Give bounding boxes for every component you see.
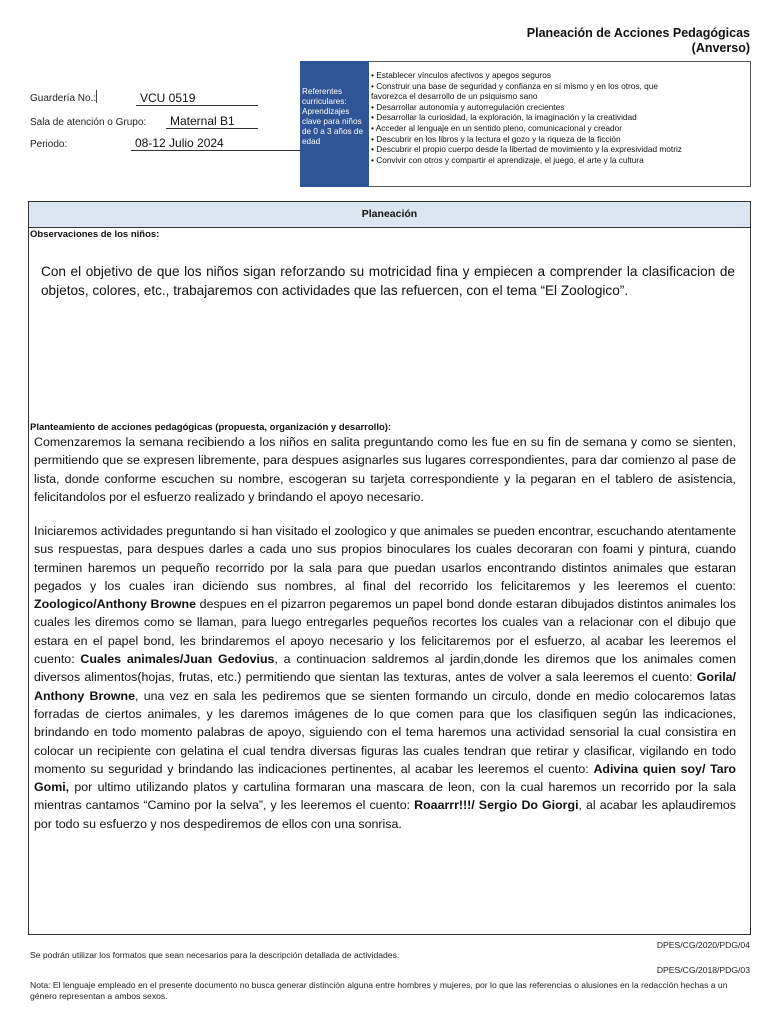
referente-item: • Desarrollar la curiosidad, la exploración, la imaginación y la creatividad <box>371 112 637 123</box>
paragraph-text: despues en el pizarron pegaremos un papel bond donde estaran dibujados distintos animales los cuales les diremos como se llaman, para luego entregarles pequeños recortes los cuales van a relacionar con el dibujo que estara en el papel bond, les brindaremos el apoyo necesario y los felicitaremos por el esfuerzo, al acabar les leeremos el cuento: <box>34 597 736 667</box>
gender-language-note: Nota: El lenguaje empleado en el presente documento no busca generar distinción alguna entre hombres y mujeres, por lo que las referencias o alusiones en la redacción hechas a un género representan a ambos sexos. <box>30 980 728 1001</box>
referentes-label: Referentes curriculares: Aprendizajes clave para niños de 0 a 3 años de edad <box>300 61 369 187</box>
observaciones-text: Con el objetivo de que los niños sigan reforzando su motricidad fina y empiecen a comprender la clasificacion de objetos, colores, etc., trabajaremos con actividades que las refuercen, con el tema “El Zoologico”. <box>41 264 735 298</box>
referentes-list <box>369 61 751 187</box>
guarderia-value: VCU 0519 <box>136 92 258 106</box>
book-title: Gorila/ Anthony Browne <box>34 670 736 703</box>
title-line-2: (Anverso) <box>691 41 750 55</box>
paragraph-text: Iniciaremos actividades preguntando si han visitado el zoologico y que animales se pueden encontrar, escuchando atentamente sus respuestas, para despues darles a cada uno sus propios binoculares los cuales decoraran con foami y pintura, cuando terminen haremos un pequeño recorrido por la sala para que puedan usarlos encontrando distintos animales que estaran pegados y los cuales iran diciendo sus nombres, al final del recorrido los felicitaremos y les leeremos el cuento: <box>34 524 736 593</box>
referente-item: • Construir una base de seguridad y confianza en sí mismo y en los otros, que <box>371 80 658 91</box>
sala-label: Sala de atención o Grupo: <box>30 117 147 128</box>
sala-value: Maternal B1 <box>166 115 258 129</box>
document-title <box>527 26 750 56</box>
planteamiento-paragraph-1: Comenzaremos la semana recibiendo a los niños en salita preguntando como les fue en su fin de semana y como se sienten, permitiendo que se expresen libremente, para despues asignarles sus lugares correspondientes, para dar comienzo al pase de lista, donde conforme escuchen su nombre, escogeran su tarjeta correspondiente y la pegaran en el tablero de asistencia, felicitandolos por el esfuerzo realizado y brindando el apoyo necesario. <box>34 435 736 504</box>
paragraph-text: , una vez en sala les pediremos que se sienten formando un circulo, donde en medio colocaremos latas forradas de ciertos animales, y les daremos imágenes de lo que comen para que los clasifiquen según las indicaciones, brindando en todo momento palabras de apoyo, siguiendo con el tema haremos una actividad sensorial la cual consistira en colocar un recipiente con gelatina el cual tendra diversas figuras las cuales tendran que retirar y clasificar, vigilando en todo momento su seguridad y brindando las indicaciones pertinentes, al acabar les leeremos el cuento: <box>34 688 736 776</box>
book-title: Zoologico/Anthony Browne <box>34 597 196 612</box>
title-line-1: Planeación de Acciones Pedagógicas <box>526 26 750 40</box>
periodo-value: 08-12 Julio 2024 <box>131 137 258 151</box>
periodo-extension-line <box>255 150 300 151</box>
footer-code-1: DPES/CG/2020/PDG/04 <box>656 940 750 950</box>
book-title: Cuales animales/Juan Gedovius <box>80 652 275 667</box>
referente-item: • Convivir con otros y compartir el aprendizaje, el juego, el arte y la cultura <box>371 154 644 165</box>
planeacion-heading: Planeación <box>29 202 750 228</box>
planteamiento-paragraph-2 <box>34 522 736 833</box>
guarderia-label: Guardería No.: <box>30 93 97 104</box>
referente-item: • Descubrir en los libros y la lectura el gozo y la riqueza de la ficción <box>371 133 621 144</box>
book-title: Adivina quien soy/ Taro Gomi, <box>34 761 737 795</box>
periodo-label: Periodo: <box>30 139 68 150</box>
book-title: Roaarrr!!!/ Sergio Do Giorgi <box>414 798 579 813</box>
paragraph-text: , a continuacion saldremos al jardin,donde les diremos que los animales comen diversos alimentos(hojas, frutas, etc.) permitiendo que sientan las texturas, antes de volver a sala leeremos el cuento: <box>34 652 737 685</box>
referente-item: favorezca el desarrollo de un psiquismo sano <box>371 91 538 102</box>
paragraph-text: por ultimo utilizando platos y cartulina formaran una mascara de leon, con la cual haremos un recorrido por la sala mientras cantamos “Camino por la selva”, y les leeremos el cuento: <box>34 780 736 813</box>
paragraph-text: , al acabar les aplaudiremos por todo su esfuerzo y nos despediremos de ellos con una sonrisa. <box>34 798 736 831</box>
referente-item: • Descubrir el propio cuerpo desde la libertad de movimiento y la expresividad motriz <box>371 144 682 155</box>
referente-item: • Desarrollar autonomía y autorregulación crecientes <box>371 101 565 112</box>
guarderia-divider <box>96 90 98 103</box>
formats-note: Se podrán utilizar los formatos que sean necesarios para la descripción detallada de actividades. <box>30 950 400 960</box>
referente-item: • Acceder al lenguaje en un sentido pleno, comunicacional y creador <box>371 122 623 133</box>
observaciones-label: Observaciones de los niños: <box>30 229 160 240</box>
planteamiento-label: Planteamiento de acciones pedagógicas (propuesta, organización y desarrollo): <box>30 422 392 433</box>
footer-code-2: DPES/CG/2018/PDG/03 <box>656 965 750 975</box>
referente-item: • Establecer vínculos afectivos y apegos seguros <box>371 70 551 80</box>
